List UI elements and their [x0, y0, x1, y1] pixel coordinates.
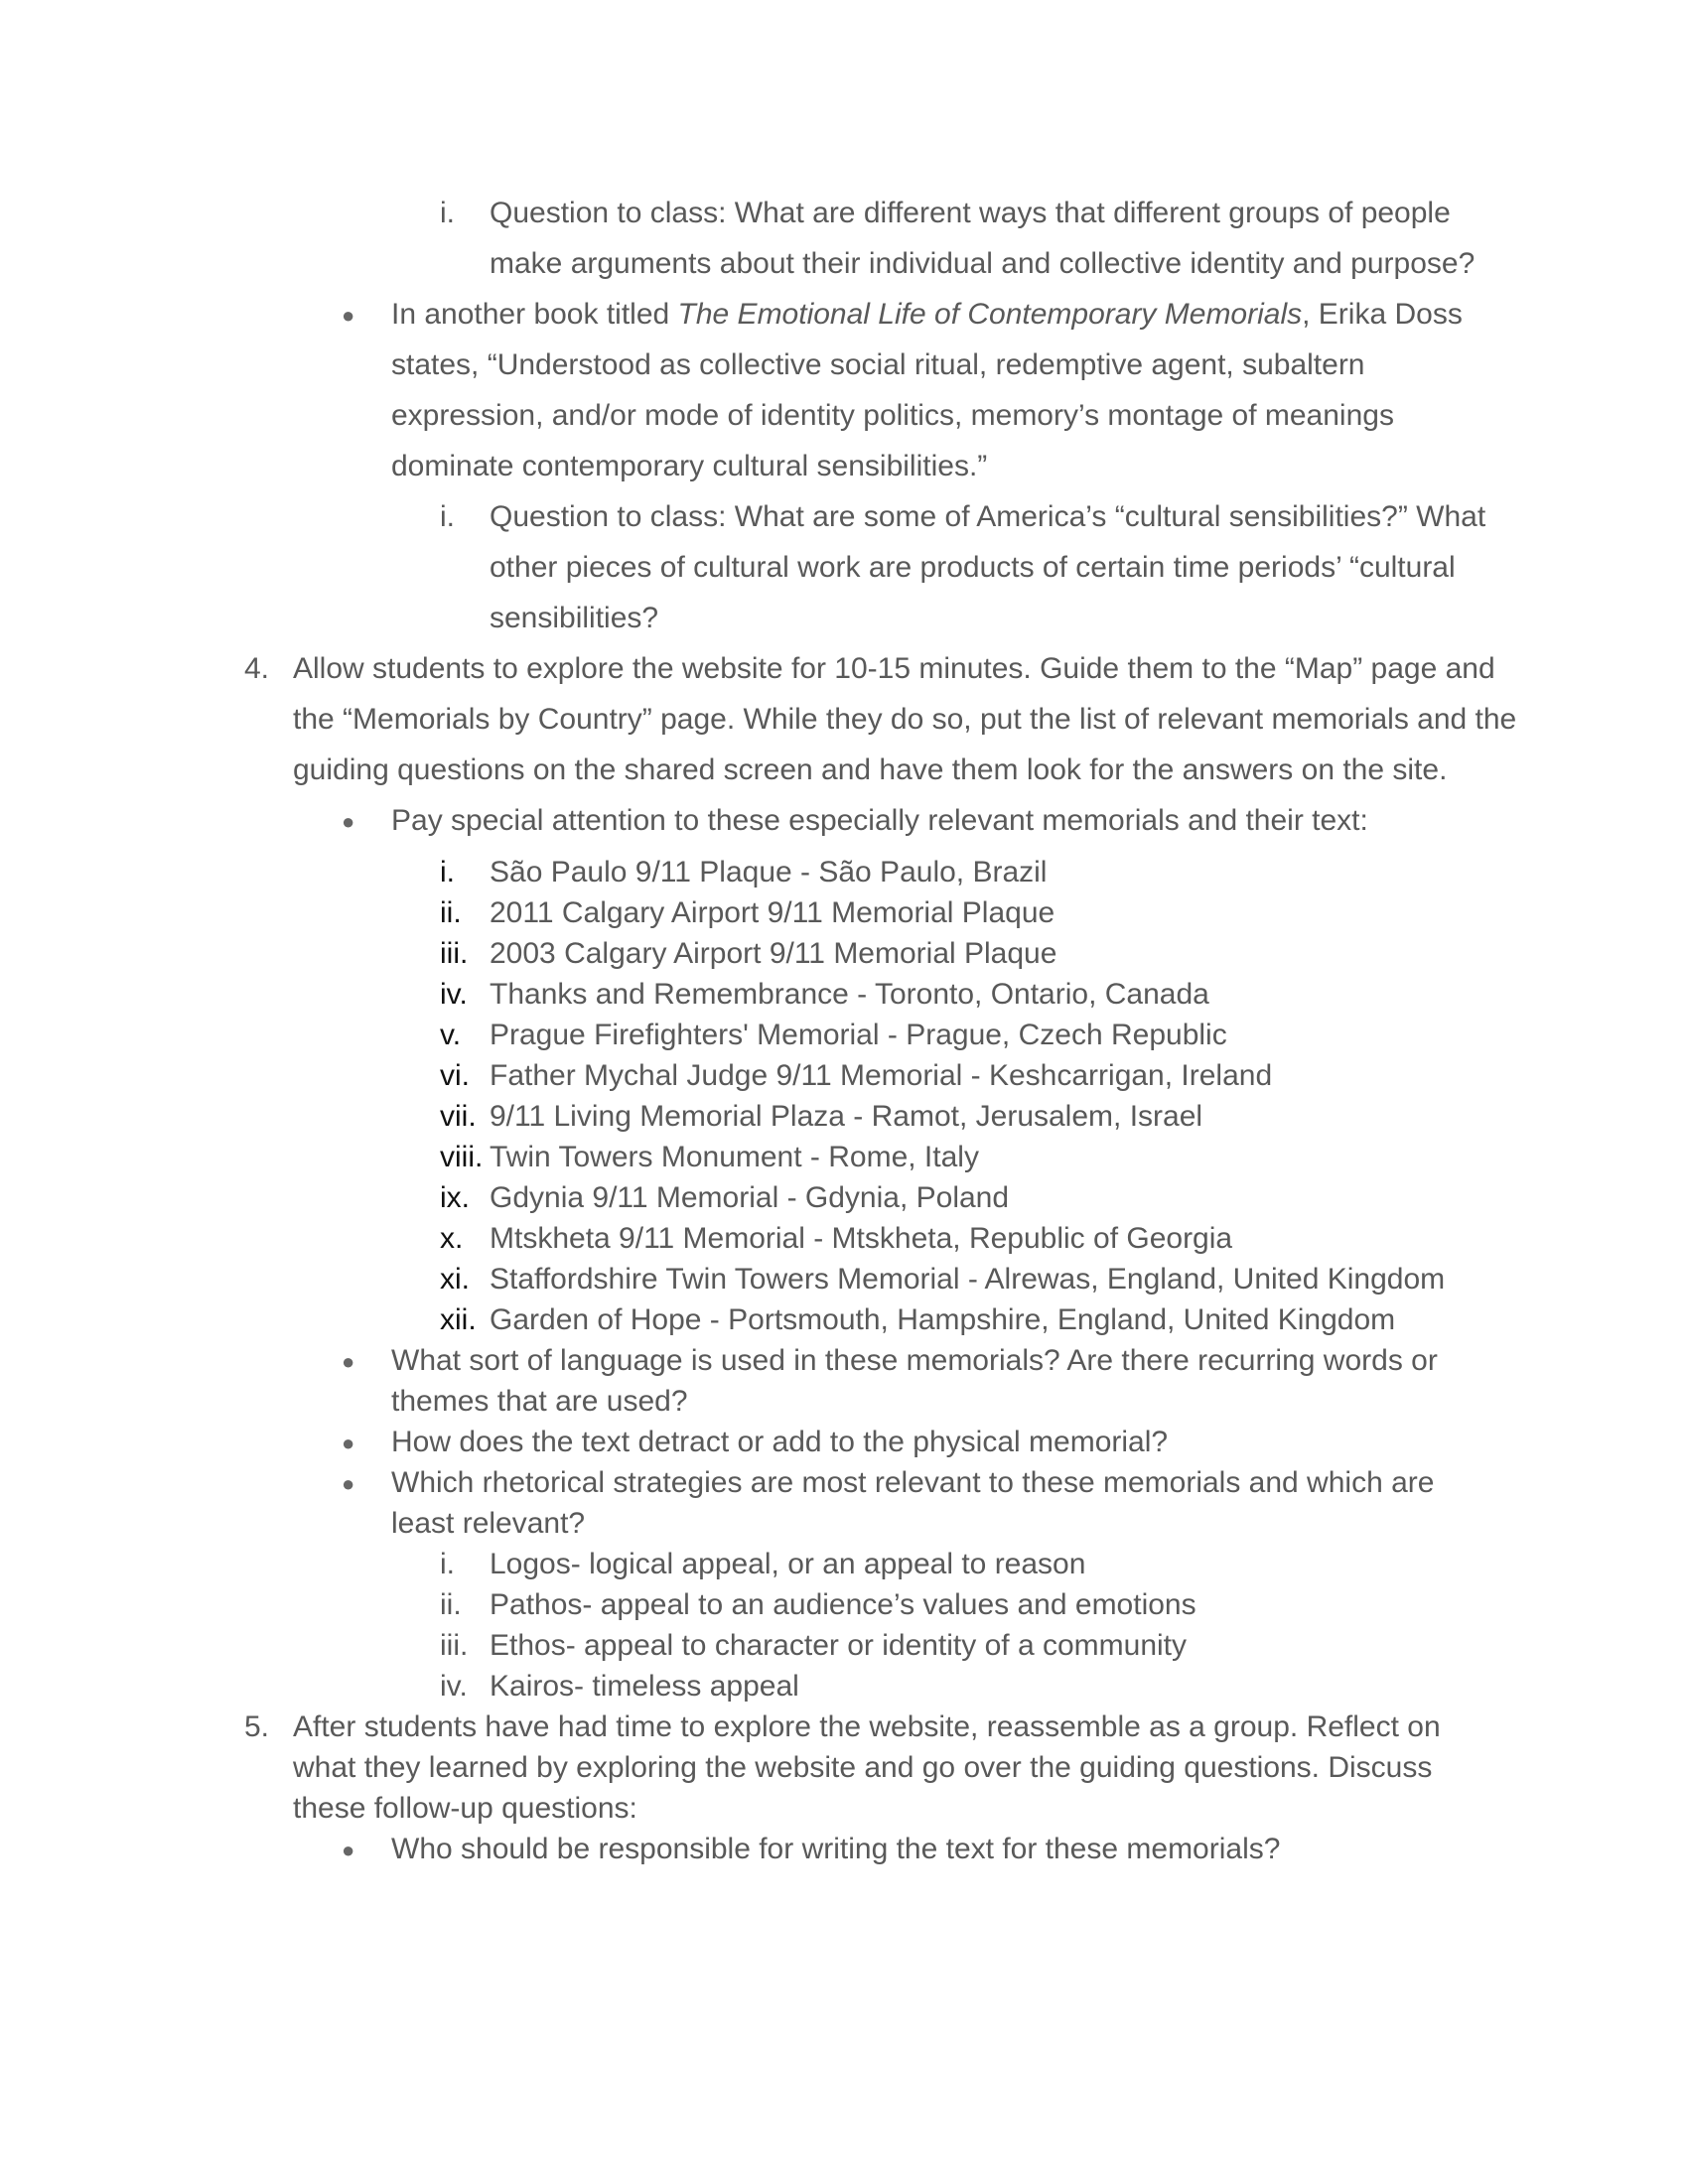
bullet-icon: ● [342, 1349, 355, 1374]
memorial-item: Garden of Hope - Portsmouth, Hampshire, England, United Kingdom [490, 1303, 1396, 1336]
list-marker: iii. [440, 937, 469, 970]
list-marker: iv. [440, 1670, 468, 1703]
memorial-item: Thanks and Remembrance - Toronto, Ontario, Canada [490, 978, 1209, 1011]
list-marker: ii. [440, 896, 462, 929]
strategy-item: Kairos- timeless appeal [490, 1670, 799, 1703]
list-marker: ii. [440, 1588, 462, 1621]
responsible-bullet: Who should be responsible for writing the text for these memorials? [391, 1833, 1281, 1865]
list-marker: 4. [244, 652, 270, 685]
list-marker: iii. [440, 1629, 469, 1662]
rhetoric-bullet: Which rhetorical strategies are most relevant to these memorials and which are [391, 1466, 1435, 1499]
question-line: sensibilities? [490, 602, 659, 634]
list-marker: x. [440, 1222, 464, 1255]
step-line: After students have had time to explore the website, reassemble as a group. Reflect on [293, 1710, 1441, 1743]
bullet-icon: ● [342, 1838, 355, 1862]
list-marker: 5. [244, 1710, 270, 1743]
doss-intro: In another book titled The Emotional Life of Contemporary Memorials, Erika Doss [391, 298, 1463, 331]
language-bullet: What sort of language is used in these memorials? Are there recurring words or [391, 1344, 1438, 1377]
attention-bullet: Pay special attention to these especially relevant memorials and their text: [391, 804, 1368, 837]
quote-line: dominate contemporary cultural sensibilities.” [391, 450, 988, 482]
list-marker: vi. [440, 1059, 470, 1092]
memorial-item: São Paulo 9/11 Plaque - São Paulo, Brazil [490, 856, 1048, 888]
book-title: The Emotional Life of Contemporary Memorials [677, 298, 1303, 331]
strategy-item: Pathos- appeal to an audience’s values and emotions [490, 1588, 1196, 1621]
step-line: these follow-up questions: [293, 1792, 637, 1825]
question-line: Question to class: What are different ways that different groups of people [490, 197, 1451, 229]
memorial-item: Father Mychal Judge 9/11 Memorial - Keshcarrigan, Ireland [490, 1059, 1273, 1092]
step-line: Allow students to explore the website for 10-15 minutes. Guide them to the “Map” page and [293, 652, 1495, 685]
strategy-item: Ethos- appeal to character or identity of a community [490, 1629, 1188, 1662]
question-line: Question to class: What are some of America’s “cultural sensibilities?” What [490, 500, 1486, 533]
memorial-item: 9/11 Living Memorial Plaza - Ramot, Jerusalem, Israel [490, 1100, 1203, 1133]
bullet-icon: ● [342, 1471, 355, 1496]
list-marker: ix. [440, 1181, 470, 1214]
list-marker: v. [440, 1019, 462, 1051]
memorial-item: Staffordshire Twin Towers Memorial - Alrewas, England, United Kingdom [490, 1263, 1446, 1296]
memorial-item: 2003 Calgary Airport 9/11 Memorial Plaque [490, 937, 1057, 970]
rhetoric-bullet: least relevant? [391, 1507, 586, 1540]
list-marker: i. [440, 197, 455, 229]
memorial-item: Twin Towers Monument - Rome, Italy [490, 1141, 979, 1173]
list-marker: vii. [440, 1100, 477, 1133]
memorial-item: Gdynia 9/11 Memorial - Gdynia, Poland [490, 1181, 1010, 1214]
quote-line: states, “Understood as collective social ritual, redemptive agent, subaltern [391, 348, 1365, 381]
bullet-icon: ● [342, 303, 355, 328]
list-marker: iv. [440, 978, 468, 1011]
step-line: guiding questions on the shared screen and have them look for the answers on the site. [293, 753, 1448, 786]
list-marker: i. [440, 500, 455, 533]
question-line: make arguments about their individual and collective identity and purpose? [490, 247, 1476, 280]
list-marker: i. [440, 856, 455, 888]
question-line: other pieces of cultural work are products of certain time periods’ “cultural [490, 551, 1456, 584]
step-line: what they learned by exploring the website and go over the guiding questions. Discuss [293, 1751, 1433, 1784]
memorial-item: Prague Firefighters' Memorial - Prague, Czech Republic [490, 1019, 1227, 1051]
step-line: the “Memorials by Country” page. While they do so, put the list of relevant memorials and the [293, 703, 1517, 736]
text-bullet: How does the text detract or add to the physical memorial? [391, 1426, 1169, 1458]
bullet-icon: ● [342, 1431, 355, 1455]
list-marker: i. [440, 1548, 455, 1580]
list-marker: xii. [440, 1303, 477, 1336]
bullet-icon: ● [342, 809, 355, 834]
strategy-item: Logos- logical appeal, or an appeal to reason [490, 1548, 1086, 1580]
list-marker: viii. [440, 1141, 484, 1173]
list-marker: xi. [440, 1263, 470, 1296]
memorial-item: 2011 Calgary Airport 9/11 Memorial Plaque [490, 896, 1055, 929]
language-bullet: themes that are used? [391, 1385, 688, 1418]
quote-line: expression, and/or mode of identity politics, memory’s montage of meanings [391, 399, 1394, 432]
memorial-item: Mtskheta 9/11 Memorial - Mtskheta, Republic of Georgia [490, 1222, 1233, 1255]
